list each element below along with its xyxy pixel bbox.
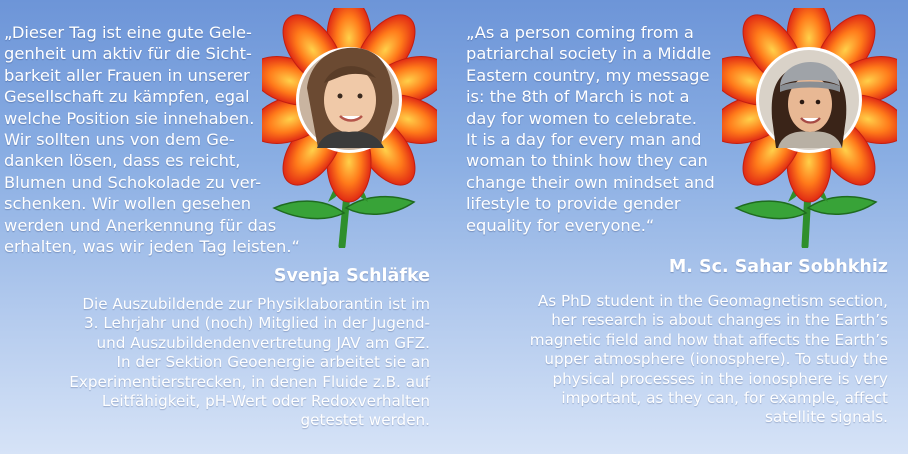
profile-card-sahar (454, 0, 908, 454)
quote-text: „Dieser Tag ist eine gute Gele- genheit um aktiv für die Sicht- barkeit aller Frauen in unserer Gesellschaft zu kämpfen, egal welche Position sie innehaben. Wir sollten uns von dem Ge- danken lösen, dass es reicht, Blumen und Schokolade zu ver- schenken. Wir wollen gesehen werden und Anerkennung für das erhalten, was wir jeden Tag leisten.“ (4, 23, 300, 257)
flower-leaf-right (808, 197, 876, 215)
person-bio: As PhD student in the Geomagnetism section, her research is about changes in the Earth’s magnetic field and how that affects the Earth’s upper atmosphere (ionosphere). To study the physical processes in the ionosphere is very important, as they can, for example, affect satellite signals. (529, 292, 888, 427)
person-name: M. Sc. Sahar Sobhkhiz (668, 257, 888, 277)
portrait-photo (296, 47, 402, 153)
person-bio: Die Auszubildende zur Physiklaborantin ist im 3. Lehrjahr und (noch) Mitglied in der Jugend- und Auszubildendenvertretung JAV am GFZ. In der Sektion Geoenergie arbeitet sie an Experimentierstrecken, in denen Fluide z.B. auf Leitfähigkeit, pH-Wert oder Redoxverhalten getestet werden. (69, 295, 430, 430)
quote-text: „As a person coming from a patriarchal society in a Middle Eastern country, my message is: the 8th of March is not a day for women to celebrate. It is a day for every man and woman to think how they can change their own mindset and lifestyle to provide gender equality for everyone.“ (466, 23, 715, 235)
flower-portrait-frame (722, 8, 897, 248)
person-name: Svenja Schläfke (273, 266, 430, 286)
portrait-photo (756, 47, 862, 153)
flower-portrait-frame (262, 8, 437, 248)
flower-leaf-left (274, 201, 344, 218)
flower-leaf-left (736, 201, 806, 218)
